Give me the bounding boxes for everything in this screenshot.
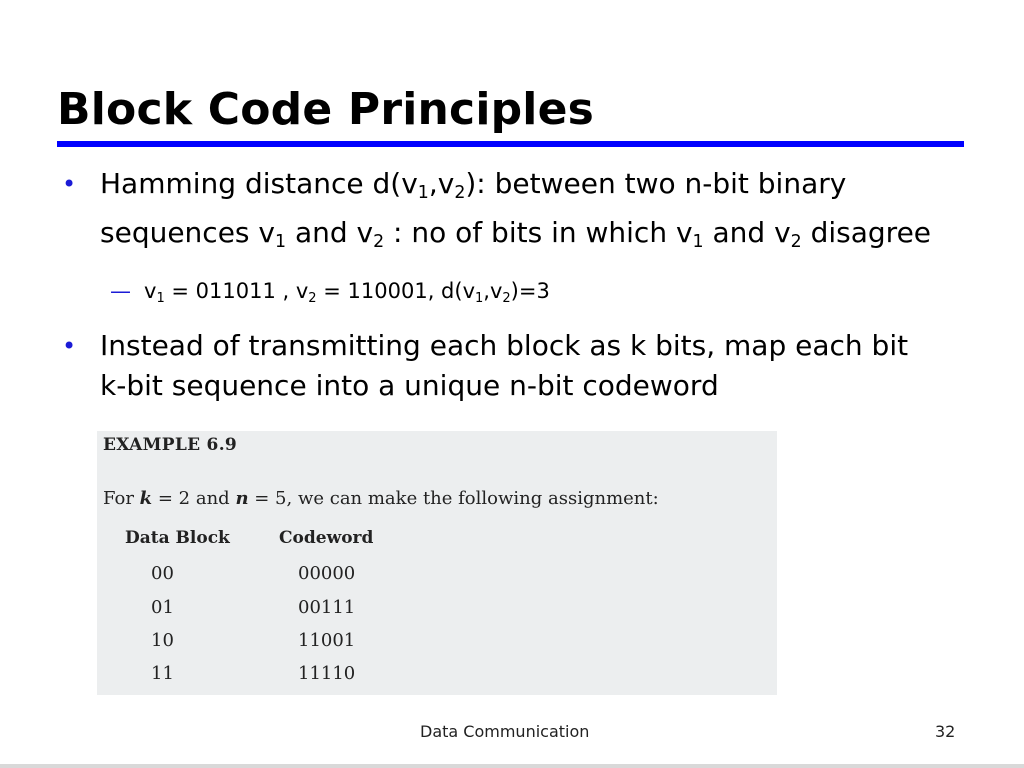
sub-bullet-example (110, 276, 942, 314)
bullet-dot: • (62, 332, 77, 361)
subscript: 2 (790, 232, 802, 253)
sub-bullet-text (144, 279, 550, 307)
sub-bullet-dash: — (110, 279, 131, 304)
data-block-cell: 10 (151, 630, 174, 651)
subscript: 1 (692, 232, 704, 253)
data-block-cell: 00 (151, 563, 174, 584)
subscript: 2 (454, 183, 466, 204)
example-image-box (97, 431, 777, 695)
title-underline (57, 141, 964, 147)
footer-page-number: 32 (935, 722, 956, 741)
bullet-hamming-distance (62, 164, 942, 262)
text-fragment: disagree (801, 216, 932, 250)
codeword-cell: 11001 (298, 630, 356, 651)
codeword-cell: 00111 (298, 597, 356, 618)
subscript: 1 (275, 232, 287, 253)
variable-n: n (235, 488, 249, 509)
subscript: 1 (156, 291, 165, 307)
text-fragment: = 110001, d(v (316, 279, 475, 304)
text-fragment: )=3 (510, 279, 550, 304)
data-block-cell: 11 (151, 663, 174, 684)
text-fragment: ): between two n-bit binary sequences v (100, 167, 847, 250)
bullet-dot: • (62, 170, 77, 198)
subscript: 2 (373, 232, 385, 253)
text-fragment: For (103, 488, 140, 509)
subscript: 2 (308, 291, 317, 307)
slide-title: Block Code Principles (57, 84, 595, 135)
text-fragment: ,v (483, 279, 503, 304)
slide-body (62, 164, 942, 406)
text-fragment: v (144, 279, 157, 304)
text-fragment: : no of bits in which v (384, 216, 693, 250)
text-fragment: and v (286, 216, 374, 250)
bullet-text (100, 167, 932, 253)
text-fragment: = 011011 , v (164, 279, 309, 304)
text-fragment: and v (703, 216, 791, 250)
codeword-cell: 11110 (298, 663, 356, 684)
data-block-cell: 01 (151, 597, 174, 618)
column-header-codeword: Codeword (279, 528, 374, 548)
subscript: 1 (475, 291, 484, 307)
bottom-border (0, 764, 1024, 768)
variable-k: k (139, 488, 153, 509)
footer-course-name: Data Communication (420, 722, 590, 741)
example-description (103, 488, 659, 509)
column-header-data-block: Data Block (125, 528, 230, 548)
bullet-codeword-mapping (62, 326, 942, 406)
text-fragment: Hamming distance d(v (100, 167, 418, 200)
subscript: 2 (502, 291, 511, 307)
text-fragment: = 5, we can make the following assignment: (248, 488, 659, 509)
example-heading: EXAMPLE 6.9 (103, 435, 238, 455)
codeword-cell: 00000 (298, 563, 356, 584)
text-fragment: ,v (428, 167, 455, 200)
text-fragment: = 2 and (152, 488, 236, 509)
bullet-text: Instead of transmitting each block as k bits, map each bit k-bit sequence into a unique n-bit codeword (100, 329, 909, 403)
subscript: 1 (417, 183, 429, 204)
